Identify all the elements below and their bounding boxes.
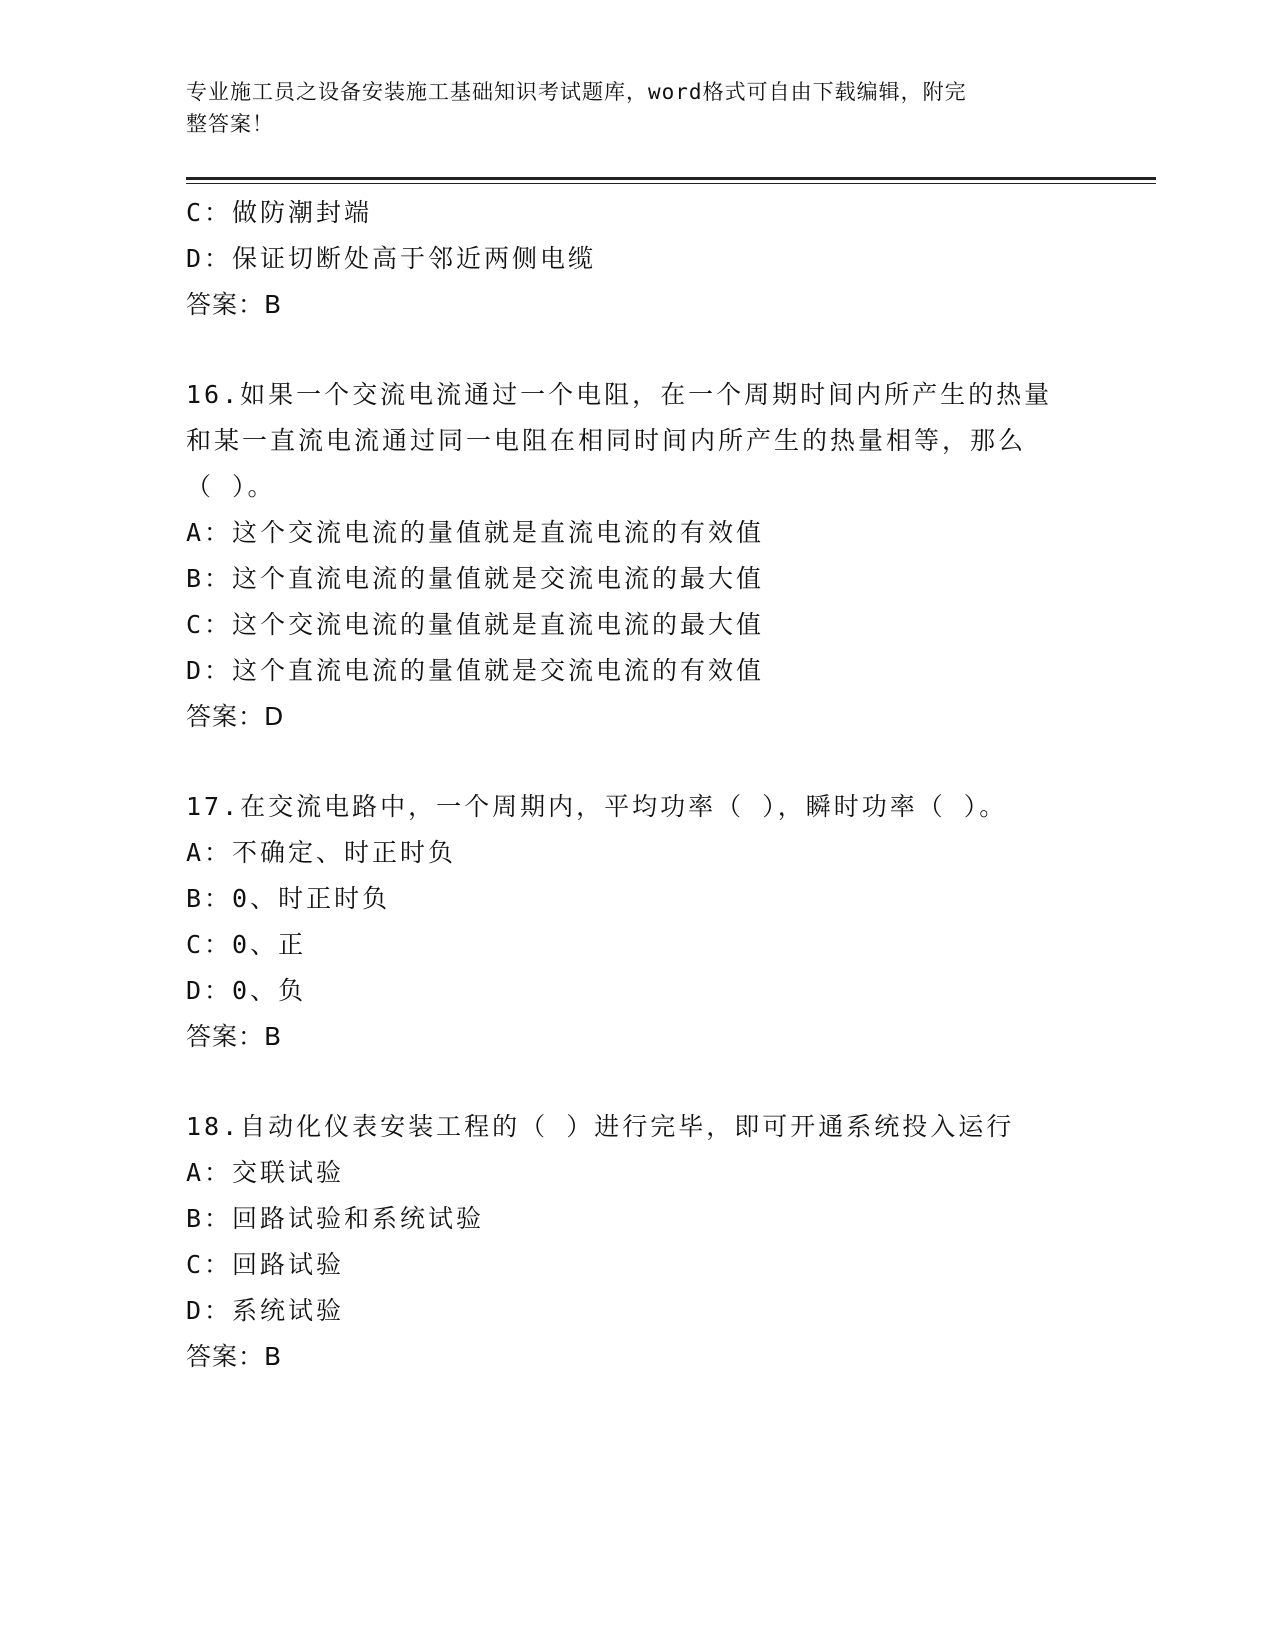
option-a: A：不确定、时正时负 [186, 838, 457, 867]
option-c: C：回路试验 [186, 1250, 345, 1279]
question-16 [186, 372, 1086, 740]
question-stem: 17.在交流电路中，一个周期内，平均功率（ ），瞬时功率（ ）。 [186, 792, 1008, 821]
option-b: B：回路试验和系统试验 [186, 1204, 485, 1233]
document-header [186, 76, 1066, 140]
answer: 答案：B [186, 1342, 283, 1371]
answer: 答案：D [186, 702, 285, 731]
option-d: D：这个直流电流的量值就是交流电流的有效值 [186, 656, 765, 685]
header-divider-thick [186, 177, 1156, 180]
option-c: C：做防潮封端 [186, 198, 373, 227]
question-stem: 18.自动化仪表安装工程的（ ）进行完毕，即可开通系统投入运行 [186, 1112, 1015, 1141]
option-d: D：系统试验 [186, 1296, 345, 1325]
question-stem-line-1: 16.如果一个交流电流通过一个电阻，在一个周期时间内所产生的热量 [186, 380, 1053, 409]
option-d: D：保证切断处高于邻近两侧电缆 [186, 244, 597, 273]
answer: 答案：B [186, 1022, 283, 1051]
spacer [186, 740, 1086, 784]
header-line-2: 整答案！ [186, 112, 274, 136]
header-line-1: 专业施工员之设备安装施工基础知识考试题库，word格式可自由下载编辑，附完 [186, 80, 967, 104]
question-17 [186, 784, 1086, 1060]
question-18 [186, 1104, 1086, 1380]
option-d: D：0、负 [186, 976, 307, 1005]
answer: 答案：B [186, 290, 283, 319]
option-a: A：这个交流电流的量值就是直流电流的有效值 [186, 518, 765, 547]
header-divider-thin [186, 183, 1156, 184]
spacer [186, 328, 1086, 372]
option-a: A：交联试验 [186, 1158, 345, 1187]
option-b: B：0、时正时负 [186, 884, 391, 913]
question-15 [186, 190, 1086, 328]
option-c: C：0、正 [186, 930, 307, 959]
option-c: C：这个交流电流的量值就是直流电流的最大值 [186, 610, 765, 639]
spacer [186, 1060, 1086, 1104]
question-stem-line-2: 和某一直流电流通过同一电阻在相同时间内所产生的热量相等，那么 [186, 426, 1027, 455]
question-stem-line-3: （ ）。 [186, 472, 276, 501]
option-b: B：这个直流电流的量值就是交流电流的最大值 [186, 564, 765, 593]
question-list [186, 190, 1086, 1380]
